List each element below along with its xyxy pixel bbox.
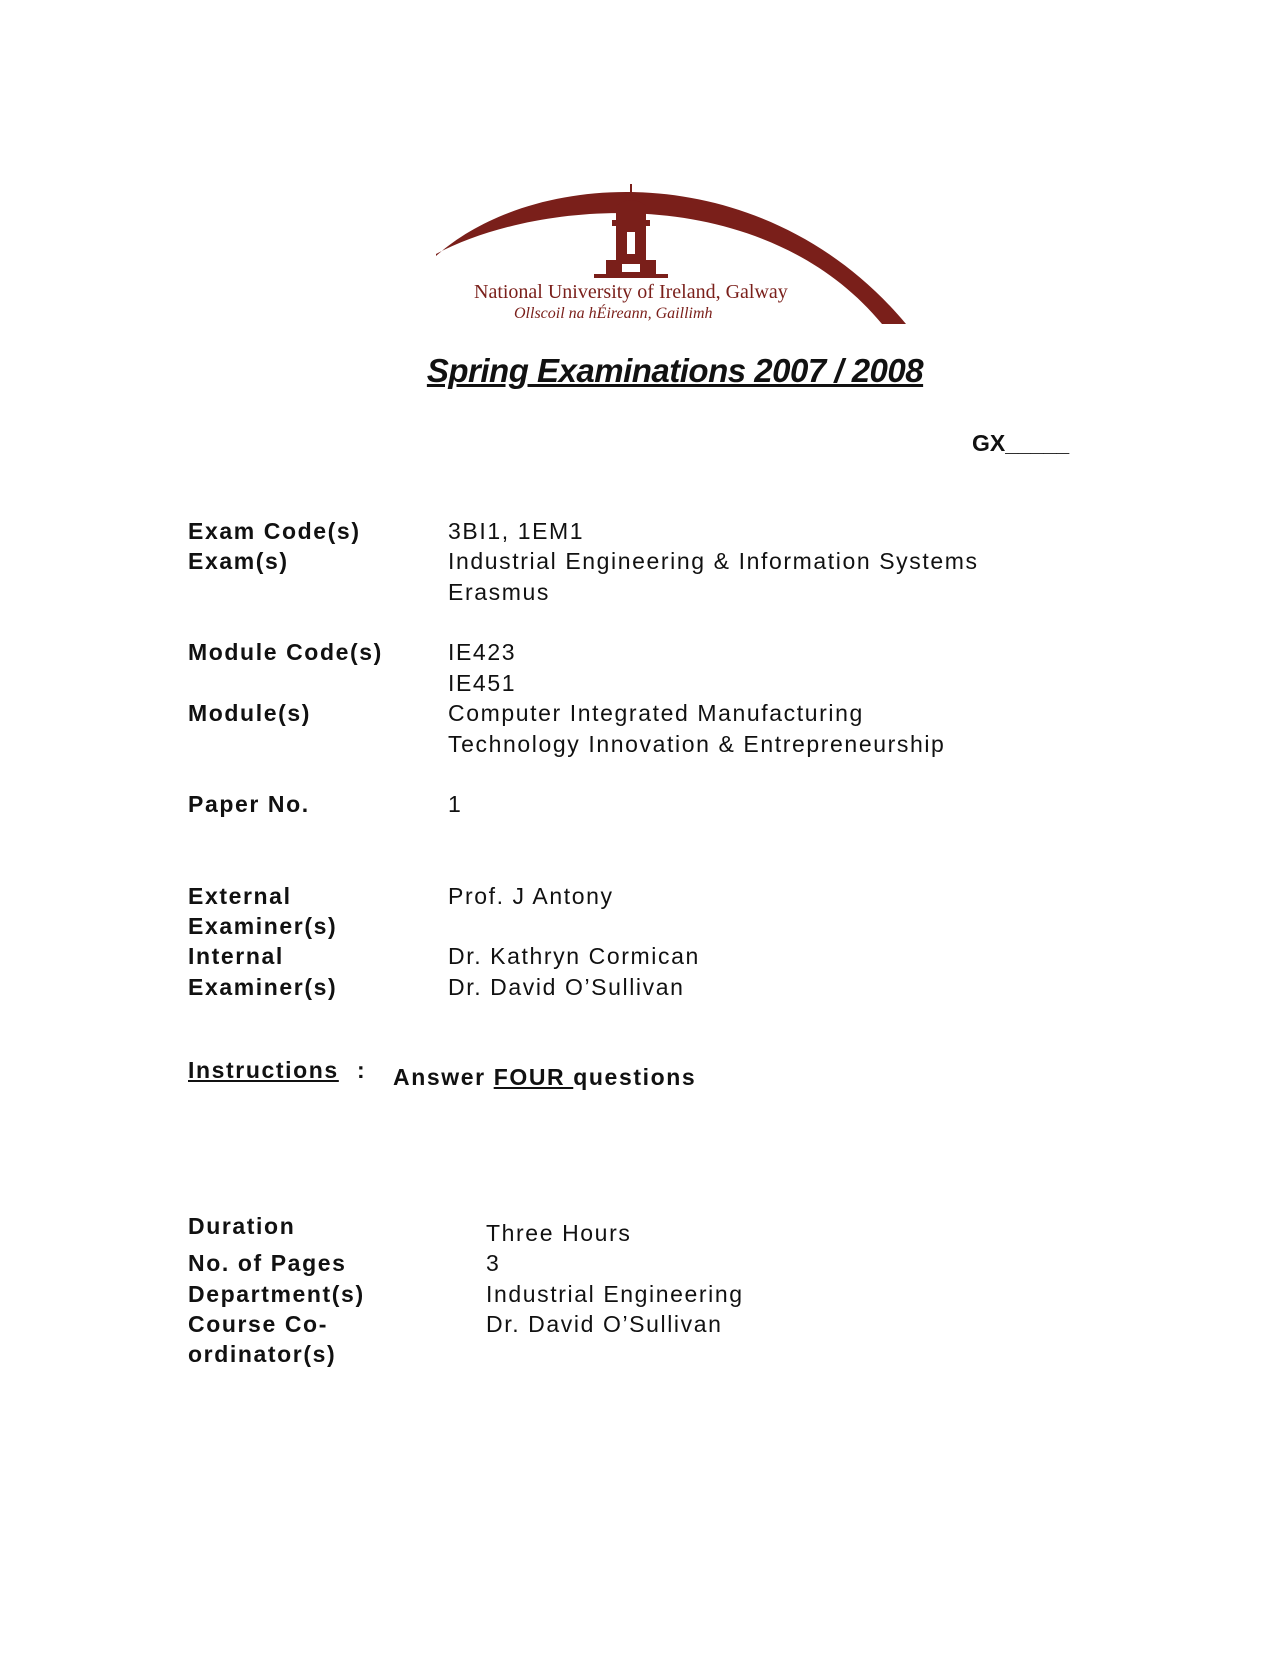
logo-english-text: National University of Ireland, Galway bbox=[474, 281, 788, 303]
internal-examiner-value-2: Dr. David O’Sullivan bbox=[448, 974, 685, 1000]
page-title: Spring Examinations 2007 / 2008 bbox=[426, 352, 924, 389]
duration-label: Duration bbox=[188, 1213, 296, 1239]
module-code-label: Module Code(s) bbox=[188, 639, 383, 665]
exam-value-2: Erasmus bbox=[448, 579, 550, 605]
exam-code-label: Exam Code(s) bbox=[188, 518, 361, 544]
instructions-suffix: questions bbox=[573, 1064, 697, 1090]
module-value-1: Computer Integrated Manufacturing bbox=[448, 700, 864, 726]
pages-label: No. of Pages bbox=[188, 1250, 347, 1276]
coordinator-label-2: ordinator(s) bbox=[188, 1341, 337, 1367]
department-label: Department(s) bbox=[188, 1281, 365, 1307]
instructions-text bbox=[393, 1064, 696, 1091]
external-examiner-label-1: External bbox=[188, 883, 292, 909]
paper-label: Paper No. bbox=[188, 791, 310, 817]
internal-examiner-label-2: Examiner(s) bbox=[188, 974, 338, 1000]
exam-value-1: Industrial Engineering & Information Systems bbox=[448, 548, 979, 574]
module-value-2: Technology Innovation & Entrepreneurship bbox=[448, 731, 946, 757]
department-value: Industrial Engineering bbox=[486, 1281, 744, 1307]
duration-value: Three Hours bbox=[486, 1220, 632, 1246]
coordinator-label-1: Course Co- bbox=[188, 1311, 328, 1337]
logo-irish-text: Ollscoil na hÉireann, Gaillimh bbox=[514, 305, 713, 322]
pages-value: 3 bbox=[486, 1250, 501, 1276]
instructions-prefix: Answer bbox=[393, 1064, 494, 1090]
coordinator-value: Dr. David O’Sullivan bbox=[486, 1311, 723, 1337]
logo-graphic bbox=[436, 176, 910, 332]
module-code-value-1: IE423 bbox=[448, 639, 517, 665]
external-examiner-value: Prof. J Antony bbox=[448, 883, 614, 909]
internal-examiner-value-1: Dr. Kathryn Cormican bbox=[448, 943, 700, 969]
internal-examiner-label-1: Internal bbox=[188, 943, 284, 969]
gx-code: GX_____ bbox=[972, 430, 1070, 456]
exam-label: Exam(s) bbox=[188, 548, 289, 574]
instructions-label: Instructions bbox=[188, 1057, 339, 1083]
instructions-colon: : bbox=[357, 1057, 365, 1083]
external-examiner-label-2: Examiner(s) bbox=[188, 913, 338, 939]
university-logo bbox=[436, 176, 910, 332]
module-label: Module(s) bbox=[188, 700, 311, 726]
paper-value: 1 bbox=[448, 791, 463, 817]
instructions-emphasis: FOUR bbox=[493, 1064, 574, 1090]
exam-code-value: 3BI1, 1EM1 bbox=[448, 518, 585, 544]
module-code-value-2: IE451 bbox=[448, 670, 517, 696]
